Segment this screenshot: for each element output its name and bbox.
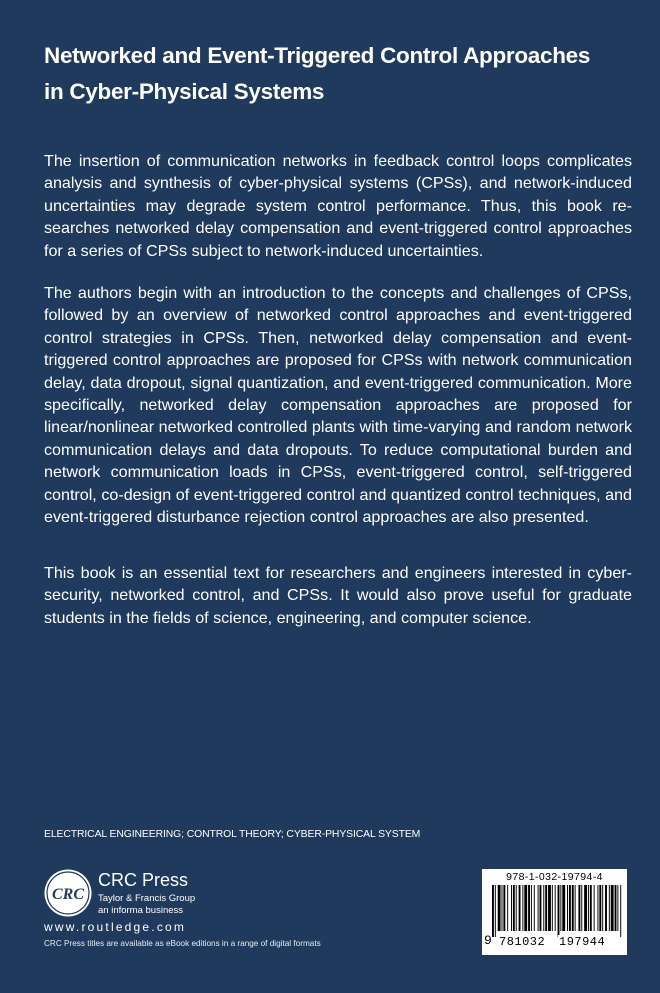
- barcode-bar: [609, 885, 610, 931]
- isbn-lead-digit: 9: [484, 933, 492, 948]
- barcode-bar: [560, 885, 561, 931]
- description-paragraph: The insertion of communication networks in feedback control loops complicates analysis and synthesis of cyber-physical systems (CPSs), and network-induced uncertainties may degrade system control performance. Thus, this book researches networked delay compensation and event-triggered control approaches for a series of CPSs subject to network-induced uncertainties.: [44, 152, 632, 260]
- title-line-2: in Cyber-Physical Systems: [44, 79, 325, 104]
- barcode-bar: [524, 885, 527, 931]
- barcode-bar: [522, 885, 523, 931]
- barcode-bar: [534, 885, 535, 931]
- barcode-bar: [519, 885, 521, 931]
- barcode-bar: [513, 885, 515, 931]
- barcode-bar: [511, 885, 512, 931]
- barcode-bar: [562, 885, 565, 931]
- barcode-bar: [516, 885, 517, 931]
- isbn-group-left: 781032: [499, 935, 546, 949]
- subject-categories: ELECTRICAL ENGINEERING; CONTROL THEORY; CYBER-PHYSICAL SYSTEM: [44, 829, 421, 840]
- barcode-bar: [594, 885, 595, 931]
- barcode-bar: [543, 885, 544, 931]
- barcode-bar: [620, 885, 621, 937]
- barcode-bar: [545, 885, 547, 931]
- barcode-bar: [492, 885, 494, 937]
- barcode-bar: [584, 885, 587, 931]
- barcode-bar: [597, 885, 598, 931]
- crc-press-logo: [44, 869, 92, 917]
- barcode-bars: [492, 885, 622, 937]
- title-line-1: Networked and Event-Triggered Control Approaches: [44, 43, 591, 68]
- barcode-bar: [578, 885, 580, 931]
- barcode-bar: [569, 885, 571, 931]
- barcode-bar: [540, 885, 542, 931]
- ebook-note: CRC Press titles are available as eBook editions in a range of digital formats: [44, 939, 321, 948]
- publisher-group: Taylor & Francis Group: [98, 893, 196, 904]
- isbn-number: 978-1-032-19794-4: [506, 871, 603, 883]
- barcode-bar: [558, 885, 560, 937]
- barcode-bar: [602, 885, 603, 931]
- barcode-bar: [495, 885, 496, 937]
- barcode-bar: [498, 885, 501, 931]
- barcode-bar: [615, 885, 617, 931]
- barcode-bar: [611, 885, 614, 931]
- barcode-bar: [617, 885, 618, 931]
- barcode-bar: [588, 885, 589, 931]
- barcode-bar: [502, 885, 503, 931]
- barcode-bar: [555, 885, 556, 931]
- barcode-bar: [605, 885, 607, 931]
- barcode-bar: [548, 885, 551, 931]
- barcode-bar: [503, 885, 505, 931]
- isbn-group-right: 197944: [559, 935, 606, 949]
- description-paragraph: The authors begin with an introduction to the concepts and challenges of CPSs, followed by an overview of networked control approaches and event-triggered control strategies in CPSs. Then, networked delay compensation and event-triggered control approaches are proposed for CPSs with network communication delay, data dropout, signal quantization, and event-triggered communication. More specifically, networked delay compensation approaches are proposed for linear/nonlinear networked controlled plants with time-varying and random network communication delays and data dropouts. To reduce computational burden and network communication loads in CPSs, event-triggered control, self-triggered control, co-design of event-triggered control and quantized control techniques, and event-triggered disturbance rejection control approaches are also presented.: [44, 284, 632, 527]
- barcode-bar: [575, 885, 576, 931]
- isbn-barcode: [482, 869, 627, 955]
- barcode-bar: [581, 885, 582, 931]
- barcode-bar: [599, 885, 601, 931]
- barcode-bar: [507, 885, 508, 931]
- book-title: [44, 38, 634, 110]
- barcode-bar: [567, 885, 568, 931]
- publisher-name: CRC Press: [98, 870, 189, 890]
- publisher-website: www.routledge.com: [44, 920, 187, 934]
- barcode-bar: [590, 885, 592, 931]
- logo-text: CRC: [51, 886, 85, 903]
- description-paragraph: This book is an essential text for researchers and engineers interested in cybersecurity, networked control, and CPSs. It would also prove useful for graduate students in the fields of science, engineering, and computer science.: [44, 564, 632, 627]
- barcode-bar: [572, 885, 574, 931]
- barcode-bar: [552, 885, 553, 931]
- barcode-bar: [538, 885, 539, 931]
- barcode-bar: [531, 885, 532, 931]
- barcode-bar: [528, 885, 530, 931]
- publisher-tagline: an informa business: [98, 905, 184, 916]
